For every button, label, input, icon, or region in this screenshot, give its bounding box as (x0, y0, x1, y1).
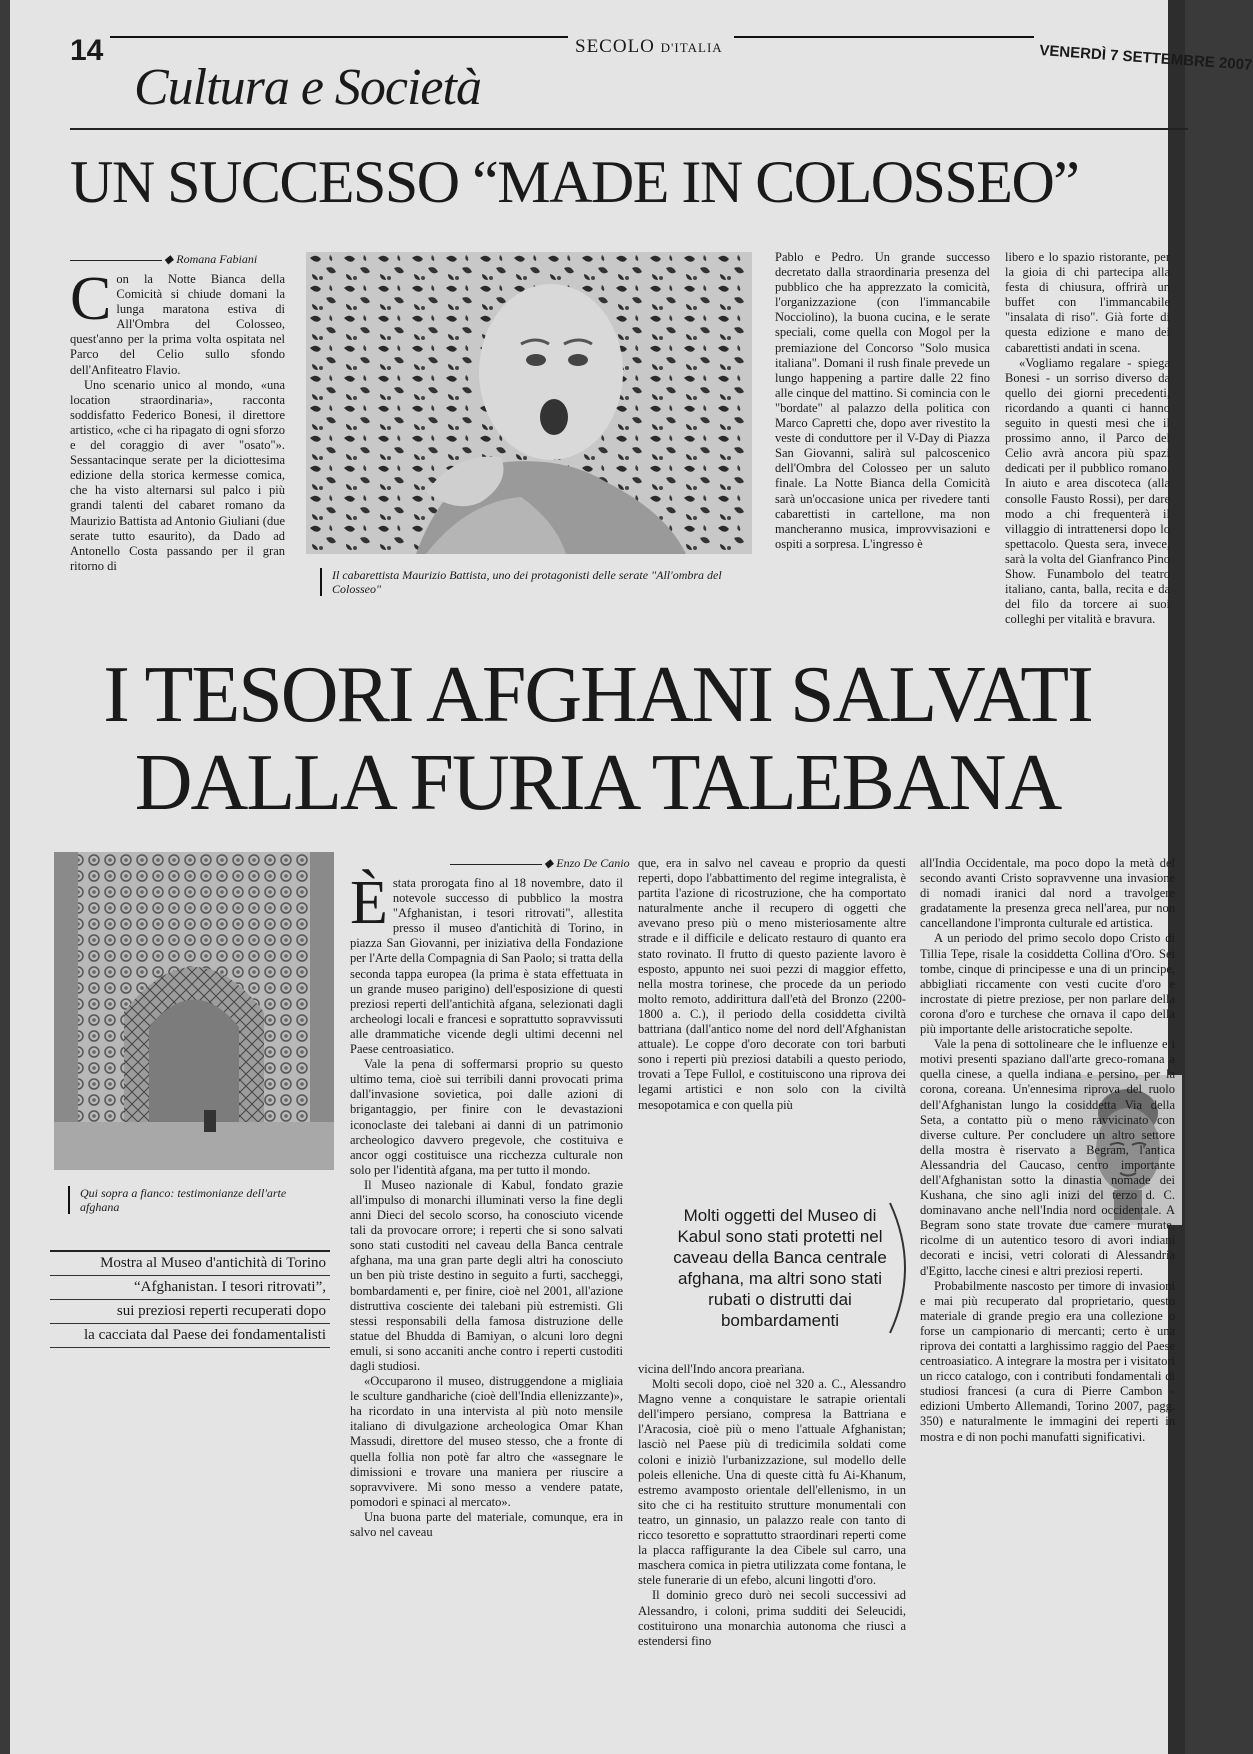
comedian-photo (306, 252, 752, 554)
article1-paragraph: Pablo e Pedro. Un grande successo decretato dalla straordinaria presenza del pubblico che ha apprezzato la comicità, l'organizzazione (con l'immancabile Nocciolino), la buona cucina, e le serate speciali, come quella con Mogol per la premiazione del Concorso "Solo musica italiana". Domani il rush finale prevede un lungo happening a partire dalle 22 fino alle cinque del mattino. Si comincia con le "bordate" al palazzo della politica con Marco Capretti che, dopo aver rivestito la veste di conduttore per il V-Day di Piazza San Giovanni, salirà sul palcoscenico dell'Ombra del Colosseo per un saluto finale. La Notte Bianca della Comicità sarà un'occasione unica per rivedere tanti cabarettisti in cartellone, ma non mancheranno musica, improvvisazioni e ospiti a sorpresa. L'ingresso è (775, 250, 990, 551)
article2-headline-line2: DALLA FURIA TALEBANA (134, 739, 1061, 827)
summary-line: Mostra al Museo d'antichità di Torino (50, 1252, 330, 1276)
article1-column-4 (1005, 250, 1170, 627)
article2-paragraph: «Occuparono il museo, distruggendone a migliaia le sculture gandhariche (cioè dell'India ellenizzante)», ha ricordato in una intervista al più noto mensile italiano di divulgazione archeologica Omar Khan Massudi, direttore del museo stesso, che a fronte di quella follia non potè far altro che «assegnare le dimissioni e trovare una maniera per riuscire a sopravvivere. Mi sono messo a vendere patate, pomodori e spinaci al mercato». (350, 1374, 623, 1509)
header-rule-right (734, 36, 1034, 38)
article1-column-3 (775, 250, 990, 597)
header-rule-left (110, 36, 568, 38)
article1-paragraph: «Vogliamo regalare - spiega Bonesi - un sorriso diverso da quello dei giorni precedenti, ricordando a quanti ci hanno seguito in questi mesi che il prossimo anno, il Parco del Celio avrà ancora più spazi dedicati per il pubblico romano. In aiuto e area discoteca (alla consolle Fausto Rossi), per dare modo a chi frequenterà il villaggio di intrattenersi dopo lo spettacolo. Questa sera, invece, sarà la volta del Gianfranco Pino Show. Funambolo del teatro italiano, canta, balla, recita e da del filo da torcere ai suoi colleghi per vitalità e bravura. (1005, 355, 1170, 627)
article2-paragraph: Èstata prorogata fino al 18 novembre, dato il notevole successo di pubblico la mostra "Afghanistan, i tesori ritrovati", allestita presso il museo d'antichità di Torino, in piazza San Giovanni, per iniziativa della Fondazione per l'Arte della Compagnia di San Paolo; si tratta della seconda tappa europea (la prima è stata effettuata in un grande museo parigino) dell'esposizione di questi preziosi reperti dell'antichità afgana, selezionati dagli archeologi locali e francesi e soprattutto sopravvissuti alle drammatiche vicende degli ultimi decenni nel Paese centroasiatico. (350, 869, 623, 1057)
article2-paragraph: all'India Occidentale, ma poco dopo la metà del secondo avanti Cristo sopravvenne una invasione di nomadi iranici dal nord a travolgere gradatamente la presenza greca nell'area, pur non cancellandone l'impronta culturale ed artistica. (920, 856, 1175, 931)
article2-paragraph: vicina dell'Indo ancora prearìana. (638, 1362, 805, 1376)
article2-column-3 (920, 856, 1175, 1738)
mosque-photo (54, 852, 334, 1170)
newspaper-page (10, 0, 1253, 1754)
page-number: 14 (70, 34, 104, 67)
comedian-photo-caption: Il cabarettista Maurizio Battista, uno dei protagonisti delle serate "All'ombra del Colosseo" (320, 568, 752, 596)
article2-paragraph: que, era in salvo nel caveau e proprio da questi reperti, dopo l'abbattimento del regime integralista, è partita l'azione di ricostruzione, che ha comportato naturalmente anche il recupero di oggetti che avevano preso più o meno misteriosamente altre strade e il difficile e delicato restauro di quanto era stato rovinato. Il frutto di questo paziente lavoro è esposto, appunto nei suoi pezzi di maggior effetto, nella mostra torinese, che procede da un periodo molto remoto, addirittura dall'età del Bronzo (2200-1800 a. C.), il periodo della cosiddetta civiltà battriana (dall'antico nome del nord dell'Afghanistan attuale). Le coppe d'oro decorate con tori barbuti sono i reperti più preziosi databili a questo periodo, trovati a Tepe Fullol, e costituiscono una riprova dei legami artistici e non solo con la civiltà mesopotamica e con quella più (638, 856, 906, 1112)
mosque-photo-caption: Qui sopra a fianco: testimonianze dell'arte afghana (68, 1186, 310, 1214)
summary-line: sui preziosi reperti recuperati dopo (50, 1300, 330, 1324)
article1-byline: ◆ Romana Fabiani (70, 252, 257, 267)
article1-paragraph: libero e lo spazio ristorante, per la gioia di chi partecipa alla festa di chiusura, offrirà un buffet con l'immancabile "insalata di riso". Già forte di questa edizione e mano dei cabarettisti andati in scena. (1005, 250, 1170, 355)
mosque-photo-svg (54, 852, 334, 1170)
article2-paragraph: Una buona parte del materiale, comunque, era in salvo nel caveau (350, 1509, 623, 1540)
comedian-photo-svg (306, 252, 752, 554)
summary-line: la cacciata dal Paese dei fondamentalisti (50, 1324, 330, 1348)
article2-paragraph: Il dominio greco durò nei secoli successivi ad Alessandro, i coloni, prima sudditi dei Seleucidi, costituirono una monarchia autonoma che riuscì a estendersi fino (638, 1588, 906, 1648)
article2-column-2b (638, 1362, 906, 1740)
article2-paragraph: Vale la pena di soffermarsi proprio su questo ultimo tema, cioè sui terribili danni provocati prima dall'invasione sovietica, poi dalle azioni di brigantaggio, per finire con le devastazioni iconoclaste dei talebani ai danni di un patrimonio archeologico davvero pregevole, che costituiva e ancor oggi costituisce una ricchezza culturale non solo per l'identità afgana, ma per tutto il mondo. (350, 1057, 623, 1177)
newspaper-suffix: D'ITALIA (660, 40, 723, 55)
article2-byline: ◆ Enzo De Canio (450, 856, 630, 871)
article1-dropcap: C (70, 265, 112, 333)
issue-date: VENERDÌ 7 SETTEMBRE 2007 (1038, 42, 1253, 74)
pullquote-bracket (885, 1198, 925, 1338)
newspaper-title (575, 36, 723, 58)
article2-paragraph: A un periodo del primo secolo dopo Cristo di Tillia Tepe, risale la cosiddetta Collina d'Oro. Sei tombe, cinque di principesse e una di un principe, abbigliati riccamente con vesti cucite d'oro e incrostate di pietre preziose, per non parlare della corona d'oro e turchese che ornava il capo della più importante delle aristocratiche sepolte. (920, 931, 1175, 1037)
article1-paragraph: Con la Notte Bianca della Comicità si chiude domani la lunga maratona estiva di All'Ombra del Colosseo, quest'anno per la prima volta ospitata nel Parco del Celio sullo sfondo dell'Anfiteatro Flavio. (70, 265, 285, 377)
section-rule (70, 128, 1188, 130)
article1-column-1 (70, 265, 285, 597)
article2-dropcap: È (350, 869, 388, 937)
section-title: Cultura e Società (134, 59, 481, 116)
summary-line: “Afghanistan. I tesori ritrovati”, (50, 1276, 330, 1300)
article2-author: Enzo De Canio (556, 856, 630, 870)
article2-column-2 (638, 856, 906, 1171)
article2-headline-line1: I TESORI AFGHANI SALVATI (103, 651, 1092, 739)
article2-column-1 (350, 869, 623, 1738)
article2-paragraph: Probabilmente nascosto per timore di invasioni e mai più recuperato dal proprietario, questo materiale di grande pregio era una collezione o forse un campionario di mercanti; certo è una riprova dei contatti a larghissimo raggio del Paese centroasiatico. A integrare la mostra per i visitatori un ricco catalogo, con i contributi fondamentali di studiosi francesi (a cura di Pierre Cambon - edizioni Umberto Allemandi, Torino 2007, pagg. 350) e naturalmente le immagini dei reperti in mostra e di non pochi manufatti significativi. (920, 1278, 1175, 1444)
article2-paragraph: Molti secoli dopo, cioè nel 320 a. C., Alessandro Magno venne a conquistare le satrapie orientali dell'impero persiano, compresa la Battriana e l'Aracosia, cioè più o meno l'attuale Afghanistan; lasciò nel Paese più di tredicimila soldati come coloni e iniziò l'urbanizzazione, sul modello delle poleis elleniche. Una di queste città fu Ai-Khanum, estremo avamposto orientale dell'ellenismo, in un sito che ci ha restituito strutture monumentali con teatro, un ginnasio, un palazzo reale con tanto di ricco tesoretto e soprattutto straordinari reperti come la placca raffigurante la dea Cibele sul carro, una maschera comica in pietra utilizzata come fontana, le stele funerarie di un efebo, alcuni lingotti d'oro. (638, 1377, 906, 1588)
article2-paragraph: Vale la pena di sottolineare che le influenze e i motivi presenti spaziano dall'arte greco-romana a quella cinese, a quella indiana e persino, per la corona, coreana. Un'ennesima riprova del ruolo dell'Afghanistan lungo la cosiddetta Via della Seta, a contatto più o meno ravvicinato con diverse culture. Per concludere un altro settore della mostra è riservato a Begram, l'antica Alessandria del Caucaso, centro importante dell'Afghanistan sotto la dinastia nomade dei Kushana, che sino agli inizi del terzo d. C. dominavano anche nell'India nord occidentale. A Begram sono state trovate due camere murate, ricolme di un autentico tesoro di avori indiani decorati e incisi, vetri colorati di Alessandria d'Egitto, lacche cinesi e altri preziosi reperti. (920, 1037, 1175, 1278)
newspaper-name: SECOLO (575, 36, 655, 57)
article2-paragraph: Il Museo nazionale di Kabul, fondato grazie all'impulso di monarchi illuminati verso la fine degli anni Dieci del secolo scorso, ha conosciuto vicende tali da provocare orrore; i reperti che si sono salvati sono stati custoditi nel caveau della Banca centrale afghana, ma una gran parte degli altri ha conosciuto un ben più triste destino in seguito a furti, saccheggi, bombardamenti e, per finire, cioè nel 2001, all'azione distruttiva cosciente dei talebani più estremisti. Gli stessi responsabili della famosa distruzione delle statue del Bhudda di Bamiyan, o alcuni loro degni emuli, si sono accaniti anche contro i reperti custoditi dagli studiosi. (350, 1177, 623, 1373)
article2-summary-box (50, 1250, 330, 1348)
article1-author: Romana Fabiani (176, 252, 258, 266)
article2-pullquote: Molti oggetti del Museo di Kabul sono stati protetti nel caveau della Banca centrale afghana, ma altri sono stati rubati o distrutti dai bombardamenti (673, 1206, 887, 1330)
article1-headline: UN SUCCESSO “MADE IN COLOSSEO” (70, 149, 1079, 215)
article1-paragraph: Uno scenario unico al mondo, «una location straordinaria», racconta soddisfatto Federico Bonesi, il direttore artistico, «che ci ha ripagato di ogni sforzo e del coraggio di aver "osato"». Sessantacinque serate per la diciottesima edizione della storica kermesse comica, che ha visto alternarsi sul palco i più grandi talenti del cabaret romano da Maurizio Battista ad Antonio Giuliani (due serate tutto esaurito), da Dado ad Antonello Costa passando per il gran ritorno di (70, 377, 285, 573)
